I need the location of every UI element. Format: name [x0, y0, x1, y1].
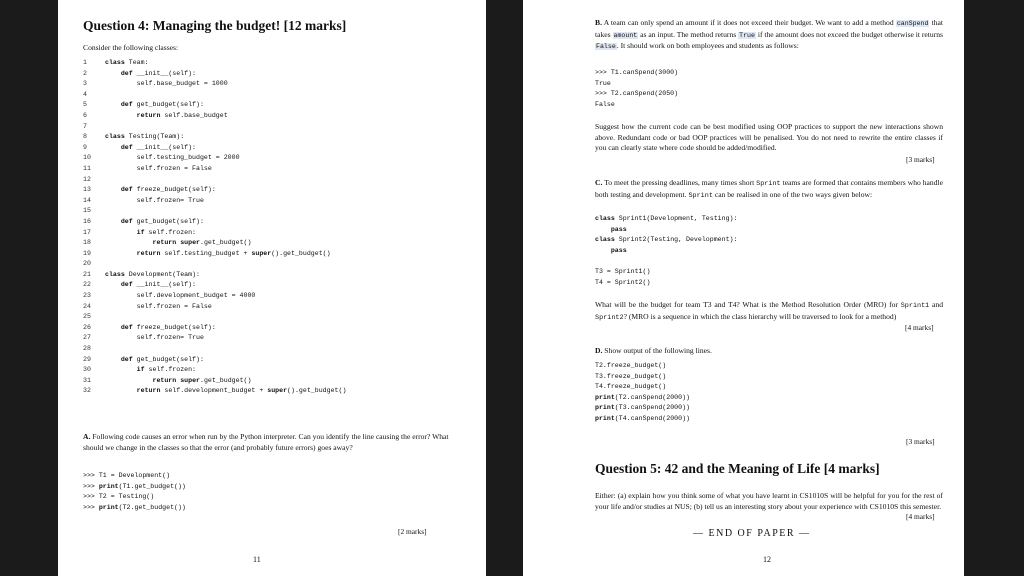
code-text: return super.get_budget() [152, 376, 252, 384]
code-line [83, 503, 186, 514]
code-line [83, 280, 346, 291]
code-line [83, 270, 346, 281]
part-a-marks: [2 marks] [398, 527, 427, 536]
code-text: self.development_budget = 4000 [105, 292, 256, 300]
code-line [595, 278, 737, 289]
part-c-text-1: To meet the pressing deadlines, many times short [604, 178, 755, 187]
code-line [83, 185, 346, 196]
line-number: 1 [83, 59, 87, 66]
code-line [595, 214, 737, 225]
code-text: T4.freeze_budget() [595, 383, 667, 391]
line-number: 20 [83, 260, 91, 268]
code-line [83, 365, 346, 376]
question-5-marks: [4 marks] [906, 512, 935, 521]
code-line [83, 323, 346, 334]
code-line [83, 100, 346, 111]
code-text: print(T2.canSpend(2000)) [595, 393, 690, 401]
code-text: >>> T2.canSpend(2050) [595, 90, 679, 98]
line-number: 5 [83, 101, 87, 109]
page-number: 11 [253, 555, 261, 564]
part-b-text-5: . It should work on both employees and students as follows: [616, 41, 799, 50]
code-line [83, 79, 346, 90]
code-text: def get_budget(self): [120, 101, 204, 109]
code-text: >>> print(T2.get_budget()) [83, 503, 186, 511]
part-c-text-2: teams are formed that contains members who handle both testing and development. [595, 178, 943, 199]
code-text: def __init__(self): [120, 69, 197, 77]
code-line [83, 291, 346, 302]
sprint2-code: Sprint2 [595, 313, 624, 322]
code-text: class Sprint1(Development, Testing): [595, 215, 738, 222]
code-line [595, 68, 678, 79]
question-5-text: Either: (a) explain how you think some of what you have learnt in CS1010S will be helpful for you for the rest of your life and/or studies at NUS; (b) tell us an interesting story about your experience with CS1010S this semester. [595, 491, 943, 511]
code-text: self.frozen= True [105, 334, 204, 342]
code-line [83, 259, 346, 270]
code-text: class Sprint2(Testing, Development): [595, 236, 738, 244]
code-text: T3.freeze_budget() [595, 372, 667, 380]
part-c-label: C. [595, 178, 603, 187]
code-text: def freeze_budget(self): [120, 186, 216, 194]
line-number: 19 [83, 249, 91, 257]
code-line [595, 414, 690, 425]
line-number: 17 [83, 228, 91, 236]
code-text: return self.testing_budget + super().get_budget() [136, 249, 331, 257]
code-line [83, 122, 346, 133]
part-a-code [83, 471, 186, 513]
class-code-listing [83, 58, 346, 397]
code-line [83, 482, 186, 493]
line-number: 14 [83, 196, 91, 204]
sprint1-code: Sprint1 [900, 302, 930, 310]
line-number: 15 [83, 207, 91, 215]
line-number: 10 [83, 154, 91, 162]
part-c-question-2: ? (MRO is a sequence in which the class hierarchy will be traversed to look for a method) [623, 311, 897, 321]
page-number: 12 [763, 555, 771, 564]
code-line [595, 372, 690, 383]
code-line [83, 333, 346, 344]
code-line [83, 249, 346, 260]
part-c-marks: [4 marks] [905, 323, 934, 332]
code-text: T3 = Sprint1() [595, 267, 651, 275]
line-number: 3 [83, 80, 87, 88]
code-line [83, 175, 346, 186]
code-text: self.frozen = False [105, 302, 212, 310]
line-number: 27 [83, 334, 91, 342]
code-text: print(T4.canSpend(2000)) [595, 414, 690, 422]
code-line [83, 376, 346, 387]
part-c-question [595, 300, 943, 323]
code-text: >>> print(T1.get_budget()) [83, 482, 186, 490]
line-number: 25 [83, 313, 91, 321]
sprint-code-2: Sprint [688, 191, 713, 200]
code-line [83, 69, 346, 80]
code-line [595, 246, 737, 257]
part-a-body: Following code causes an error when run by the Python interpreter. Can you identify the line causing the error? What should we change in the classes so that the error (and probably future errors) goes away? [83, 432, 449, 452]
part-d-body: Show output of the following lines. [604, 346, 712, 355]
code-text: class Development(Team): [105, 270, 200, 278]
end-of-paper: — END OF PAPER — [693, 528, 811, 539]
line-number: 11 [83, 164, 91, 172]
code-text: class Testing(Team): [105, 133, 185, 141]
code-line [595, 361, 690, 372]
code-text: if self.frozen: [136, 366, 197, 374]
part-b-text-1: A team can only spend an amount if it does not exceed their budget. We want to add a method [603, 18, 894, 27]
line-number: 16 [83, 217, 91, 225]
code-line [595, 225, 737, 236]
code-line [83, 492, 186, 503]
exam-page-12 [523, 0, 964, 576]
part-d-text [595, 346, 943, 357]
part-c-code [595, 214, 737, 288]
code-line [595, 79, 678, 90]
part-d-marks: [3 marks] [906, 437, 935, 446]
code-line [595, 256, 737, 267]
code-line [83, 471, 186, 482]
question-4-title: Question 4: Managing the budget! [12 marks] [83, 18, 347, 33]
code-text: >>> T1.canSpend(3000) [595, 69, 679, 76]
part-b-text-3: as an input. The method returns [640, 29, 737, 39]
code-line [83, 228, 346, 239]
code-line [83, 58, 346, 69]
code-line [83, 153, 346, 164]
part-b-text-4: if the amount does not exceed the budget otherwise it returns [757, 29, 943, 39]
code-text: if self.frozen: [136, 228, 197, 236]
code-text: def __init__(self): [120, 143, 197, 151]
code-line [83, 344, 346, 355]
code-line [595, 100, 678, 111]
code-text: return self.base_budget [136, 111, 228, 119]
part-b-label: B. [595, 18, 602, 27]
exam-page-11 [58, 0, 486, 576]
code-text: print(T3.canSpend(2000)) [595, 404, 690, 412]
false-code: False [596, 43, 616, 50]
line-number: 6 [83, 111, 87, 119]
part-c-text [595, 178, 943, 201]
question-5-title: Question 5: 42 and the Meaning of Life [4 marks] [595, 461, 880, 476]
code-line [83, 111, 346, 122]
line-number: 26 [83, 323, 91, 331]
code-text: pass [610, 225, 627, 233]
true-code: True [739, 31, 755, 39]
line-number: 28 [83, 345, 91, 353]
part-c-question-1: What will be the budget for team T3 and T4? What is the Method Resolution Order (MRO) for [595, 300, 898, 309]
line-number: 7 [83, 122, 87, 130]
code-text: self.frozen= True [105, 196, 204, 204]
code-line [595, 382, 690, 393]
code-line [595, 89, 678, 100]
part-d-code [595, 361, 690, 425]
code-text: >>> T1 = Development() [83, 472, 171, 479]
line-number: 22 [83, 281, 91, 289]
part-a-text [83, 432, 455, 453]
line-number: 2 [83, 69, 87, 77]
code-text: T2.freeze_budget() [595, 362, 667, 369]
code-text: def freeze_budget(self): [120, 323, 216, 331]
part-b-text [595, 18, 943, 53]
line-number: 13 [83, 186, 91, 194]
part-a-label: A. [83, 432, 91, 441]
line-number: 31 [83, 376, 91, 384]
code-line [595, 235, 737, 246]
code-text: return super.get_budget() [152, 239, 252, 247]
code-line [83, 312, 346, 323]
line-number: 30 [83, 366, 91, 374]
part-d-label: D. [595, 346, 603, 355]
line-number: 9 [83, 143, 87, 151]
line-number: 23 [83, 292, 91, 300]
code-text: def get_budget(self): [120, 217, 204, 225]
code-text: class Team: [105, 59, 149, 66]
code-text: return self.development_budget + super().get_budget() [136, 387, 347, 395]
part-b-suggest: Suggest how the current code can be best modified using OOP practices to support the new interactions shown above. Redundant code or bad OOP practices will be penalised. You do not need to rewrite the entire classes if you can clearly state where code should be added/modified. [595, 122, 943, 152]
part-b-example [595, 68, 678, 110]
line-number: 12 [83, 175, 91, 183]
code-line [83, 238, 346, 249]
line-number: 29 [83, 355, 91, 363]
code-text: True [595, 79, 611, 87]
code-line [83, 217, 346, 228]
code-line [595, 403, 690, 414]
part-b-marks: [3 marks] [906, 155, 935, 164]
code-line [83, 302, 346, 313]
canspend-code: canSpend [896, 20, 929, 27]
code-line [595, 393, 690, 404]
code-line [83, 90, 346, 101]
part-c-and: and [932, 300, 943, 309]
line-number: 32 [83, 387, 91, 395]
code-text: def __init__(self): [120, 281, 197, 289]
code-line [595, 267, 737, 278]
amount-code: amount [613, 31, 638, 39]
sprint-code-1: Sprint [756, 180, 781, 188]
code-text: def get_budget(self): [120, 355, 204, 363]
code-line [83, 164, 346, 175]
code-line [83, 196, 346, 207]
code-line [83, 355, 346, 366]
code-text: self.frozen = False [105, 164, 212, 172]
intro-text: Consider the following classes: [83, 43, 179, 52]
line-number: 4 [83, 90, 87, 98]
code-text: self.testing_budget = 2000 [105, 154, 240, 162]
code-text: self.base_budget = 1000 [105, 80, 228, 88]
part-c-text-3: can be realised in one of the two ways given below: [714, 189, 873, 199]
code-line [83, 143, 346, 154]
line-number: 24 [83, 302, 91, 310]
code-line [83, 132, 346, 143]
line-number: 8 [83, 133, 87, 141]
code-text: pass [610, 246, 627, 254]
code-line [83, 206, 346, 217]
code-text: >>> T2 = Testing() [83, 493, 155, 501]
code-line [83, 386, 346, 397]
line-number: 18 [83, 239, 91, 247]
part-b-text-2: that takes [595, 18, 944, 39]
code-text: T4 = Sprint2() [595, 278, 651, 286]
line-number: 21 [83, 270, 91, 278]
code-text: False [595, 100, 615, 108]
